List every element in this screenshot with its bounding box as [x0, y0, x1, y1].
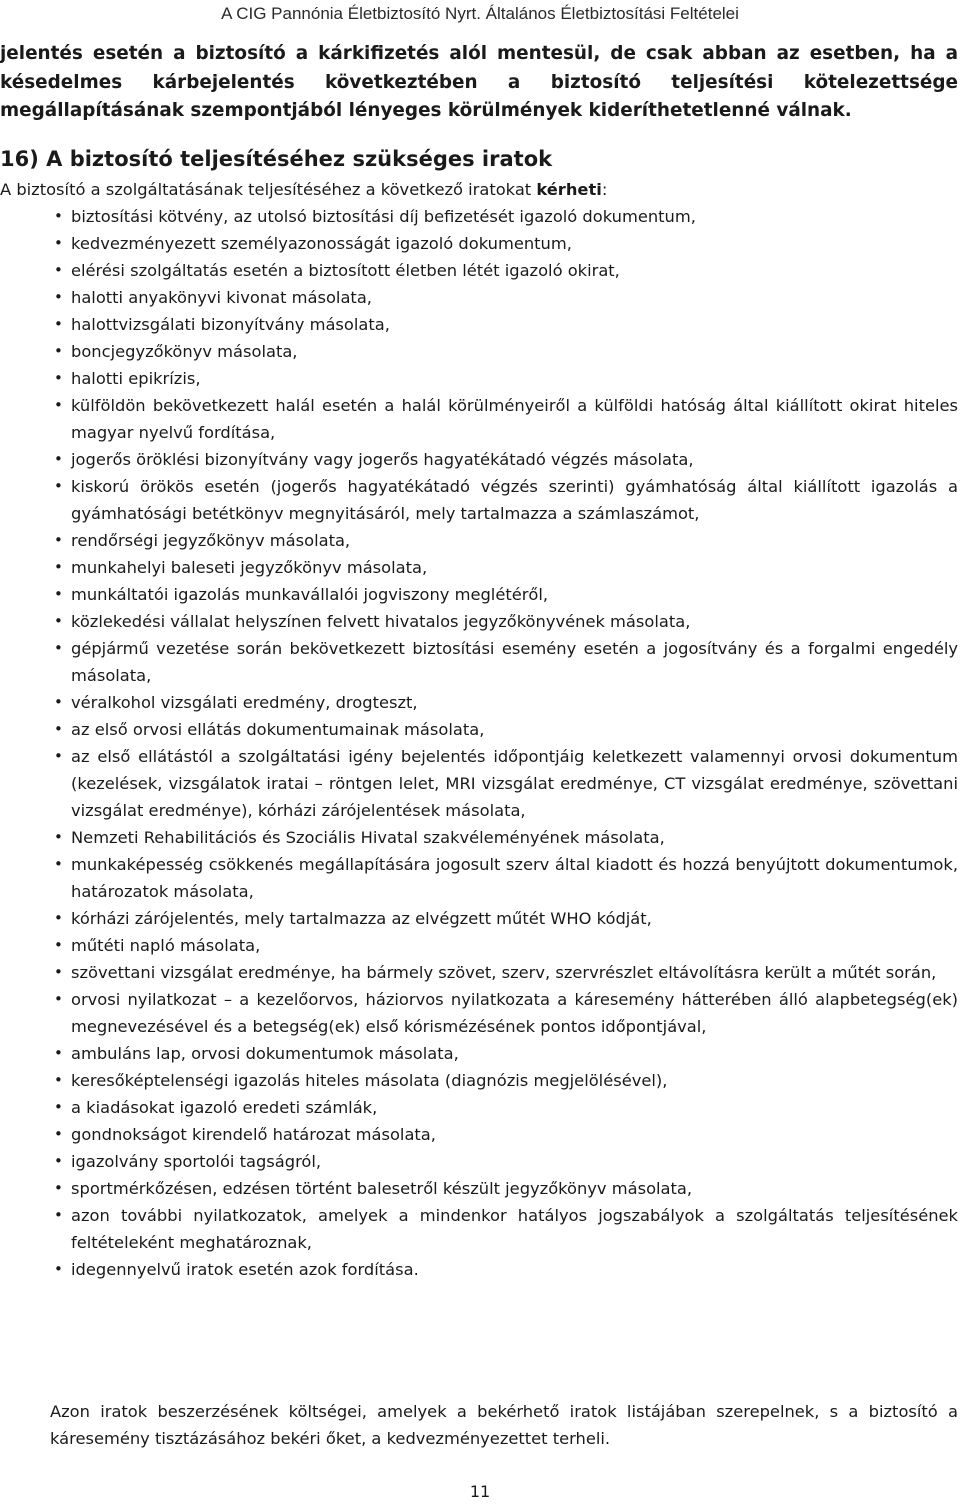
list-item-text: közlekedési vállalat helyszínen felvett hivatalos jegyzőkönyvének másolata,	[71, 612, 691, 631]
bullet-icon: •	[54, 396, 63, 414]
list-item	[0, 338, 958, 365]
list-item-text: ambuláns lap, orvosi dokumentumok másolata,	[71, 1044, 459, 1063]
bullet-icon: •	[54, 612, 63, 630]
list-item-text: elérési szolgáltatás esetén a biztosított életben létét igazoló okirat,	[71, 261, 620, 280]
closing-paragraph: Azon iratok beszerzésének költségei, amelyek a bekérhető iratok listájában szerepelnek, s a biztosító a káresemény tisztázásához bekéri őket, a kedvezményezettet terheli.	[50, 1402, 958, 1448]
list-item	[0, 1202, 958, 1256]
bullet-icon: •	[54, 585, 63, 603]
list-item	[0, 1067, 958, 1094]
list-item	[0, 1040, 958, 1067]
bullet-icon: •	[54, 234, 63, 252]
list-item-text: munkahelyi baleseti jegyzőkönyv másolata,	[71, 558, 428, 577]
list-item-text: gondnokságot kirendelő határozat másolata,	[71, 1125, 436, 1144]
list-item	[0, 365, 958, 392]
bullet-icon: •	[54, 342, 63, 360]
list-item-text: boncjegyzőkönyv másolata,	[71, 342, 298, 361]
list-item	[0, 932, 958, 959]
list-item-text: sportmérkőzésen, edzésen történt balesetről készült jegyzőkönyv másolata,	[71, 1179, 693, 1198]
list-item	[0, 959, 958, 986]
list-item-text: munkáltatói igazolás munkavállalói jogviszony meglétéről,	[71, 585, 549, 604]
bullet-icon: •	[54, 990, 63, 1008]
bullet-icon: •	[54, 369, 63, 387]
bullet-icon: •	[54, 828, 63, 846]
list-item-text: azon további nyilatkozatok, amelyek a mindenkor hatályos jogszabályok a szolgáltatás teljesítésének feltételeként meghatároznak,	[71, 1206, 958, 1252]
list-item	[0, 581, 958, 608]
list-item	[0, 1148, 958, 1175]
bullet-icon: •	[54, 1044, 63, 1062]
section-lead	[0, 176, 958, 203]
section-heading: 16) A biztosító teljesítéséhez szükséges iratok	[0, 147, 553, 171]
list-item	[0, 689, 958, 716]
list-item	[0, 284, 958, 311]
bullet-icon: •	[54, 693, 63, 711]
list-item	[0, 446, 958, 473]
list-item	[0, 716, 958, 743]
list-item-text: keresőképtelenségi igazolás hiteles másolata (diagnózis megjelölésével),	[71, 1071, 668, 1090]
list-item	[0, 1256, 958, 1283]
bullet-icon: •	[54, 288, 63, 306]
list-item-text: Nemzeti Rehabilitációs és Szociális Hivatal szakvéleményének másolata,	[71, 828, 665, 847]
list-item-text: műtéti napló másolata,	[71, 936, 261, 955]
list-item	[0, 635, 958, 689]
bullet-icon: •	[54, 261, 63, 279]
list-item-text: halottvizsgálati bizonyítvány másolata,	[71, 315, 390, 334]
bullet-icon: •	[54, 207, 63, 225]
list-item-text: biztosítási kötvény, az utolsó biztosítási díj befizetését igazoló dokumentum,	[71, 207, 696, 226]
list-item-text: az első orvosi ellátás dokumentumainak másolata,	[71, 720, 485, 739]
bullet-icon: •	[54, 1071, 63, 1089]
lead-emphasis: kérheti	[536, 180, 602, 199]
bullet-icon: •	[54, 720, 63, 738]
bullet-icon: •	[54, 1098, 63, 1116]
bullet-icon: •	[54, 1125, 63, 1143]
list-item-text: jogerős öröklési bizonyítvány vagy jogerős hagyatékátadó végzés másolata,	[71, 450, 694, 469]
list-item	[0, 230, 958, 257]
list-item-text: kórházi zárójelentés, mely tartalmazza az elvégzett műtét WHO kódját,	[71, 909, 652, 928]
list-item	[0, 1121, 958, 1148]
list-item-text: a kiadásokat igazoló eredeti számlák,	[71, 1098, 378, 1117]
list-item	[0, 743, 958, 824]
list-item	[0, 608, 958, 635]
bullet-icon: •	[54, 450, 63, 468]
bullet-icon: •	[54, 909, 63, 927]
bullet-icon: •	[54, 1152, 63, 1170]
bullet-icon: •	[54, 1179, 63, 1197]
list-item	[0, 554, 958, 581]
list-item	[0, 257, 958, 284]
list-item	[0, 527, 958, 554]
bullet-icon: •	[54, 315, 63, 333]
list-item-text: igazolvány sportolói tagságról,	[71, 1152, 322, 1171]
lead-suffix: :	[601, 180, 608, 199]
list-item-text: halotti anyakönyvi kivonat másolata,	[71, 288, 372, 307]
list-item	[0, 203, 958, 230]
list-item-text: az első ellátástól a szolgáltatási igény bejelentés időpontjáig keletkezett valamennyi orvosi dokumentum (kezelések, vizsgálatok iratai – röntgen lelet, MRI vizsgálat eredménye, CT vizsgálat eredménye, szövettani vizsgálat eredménye), kórházi zárójelentések másolata,	[71, 747, 958, 820]
list-item-text: munkaképesség csökkenés megállapítására jogosult szerv által kiadott és hozzá benyújtott dokumentumok, határozatok másolata,	[71, 855, 958, 901]
list-item-text: orvosi nyilatkozat – a kezelőorvos, háziorvos nyilatkozata a káresemény hátterében álló alapbetegség(ek) megnevezésével és a betegség(ek) első kórismézésének pontos időpontjával,	[71, 990, 958, 1036]
list-item-text: véralkohol vizsgálati eredmény, drogteszt,	[71, 693, 418, 712]
list-item-text: halotti epikrízis,	[71, 369, 201, 388]
bullet-icon: •	[54, 477, 63, 495]
list-item	[0, 473, 958, 527]
list-item	[0, 392, 958, 446]
bullet-icon: •	[54, 855, 63, 873]
bullet-icon: •	[54, 558, 63, 576]
bullet-icon: •	[54, 1260, 63, 1278]
required-documents-list	[0, 203, 958, 1283]
list-item-text: idegennyelvű iratok esetén azok fordítása.	[71, 1260, 419, 1279]
list-item	[0, 311, 958, 338]
bullet-icon: •	[54, 936, 63, 954]
list-item	[0, 1175, 958, 1202]
list-item-text: gépjármű vezetése során bekövetkezett biztosítási esemény esetén a jogosítvány és a forgalmi engedély másolata,	[71, 639, 958, 685]
intro-paragraph: jelentés esetén a biztosító a kárkifizetés alól mentesül, de csak abban az esetben, ha a késedelmes kárbejelentés következtében a biztosító teljesítési kötelezettsége megállapításának szempontjából lényeges körülmények kideríthetetlenné válnak.	[0, 43, 958, 122]
list-item-text: szövettani vizsgálat eredménye, ha bármely szövet, szerv, szervrészlet eltávolításra került a műtét során,	[71, 963, 937, 982]
bullet-icon: •	[54, 1206, 63, 1224]
running-header: A CIG Pannónia Életbiztosító Nyrt. Általános Életbiztosítási Feltételei	[221, 4, 739, 23]
list-item	[0, 905, 958, 932]
list-item-text: kedvezményezett személyazonosságát igazoló dokumentum,	[71, 234, 572, 253]
bullet-icon: •	[54, 639, 63, 657]
bullet-icon: •	[54, 747, 63, 765]
list-item-text: kiskorú örökös esetén (jogerős hagyatékátadó végzés szerinti) gyámhatóság által kiállított igazolás a gyámhatósági betétkönyv megnyitásáról, mely tartalmazza a számlaszámot,	[71, 477, 958, 523]
list-item	[0, 986, 958, 1040]
list-item-text: rendőrségi jegyzőkönyv másolata,	[71, 531, 351, 550]
lead-text: A biztosító a szolgáltatásának teljesítéséhez a következő iratokat	[0, 180, 532, 199]
list-item	[0, 1094, 958, 1121]
list-item	[0, 851, 958, 905]
list-item-text: külföldön bekövetkezett halál esetén a halál körülményeiről a külföldi hatóság által kiállított okirat hiteles magyar nyelvű fordítása,	[71, 396, 958, 442]
list-item	[0, 824, 958, 851]
page-number: 11	[469, 1482, 491, 1501]
bullet-icon: •	[54, 963, 63, 981]
bullet-icon: •	[54, 531, 63, 549]
